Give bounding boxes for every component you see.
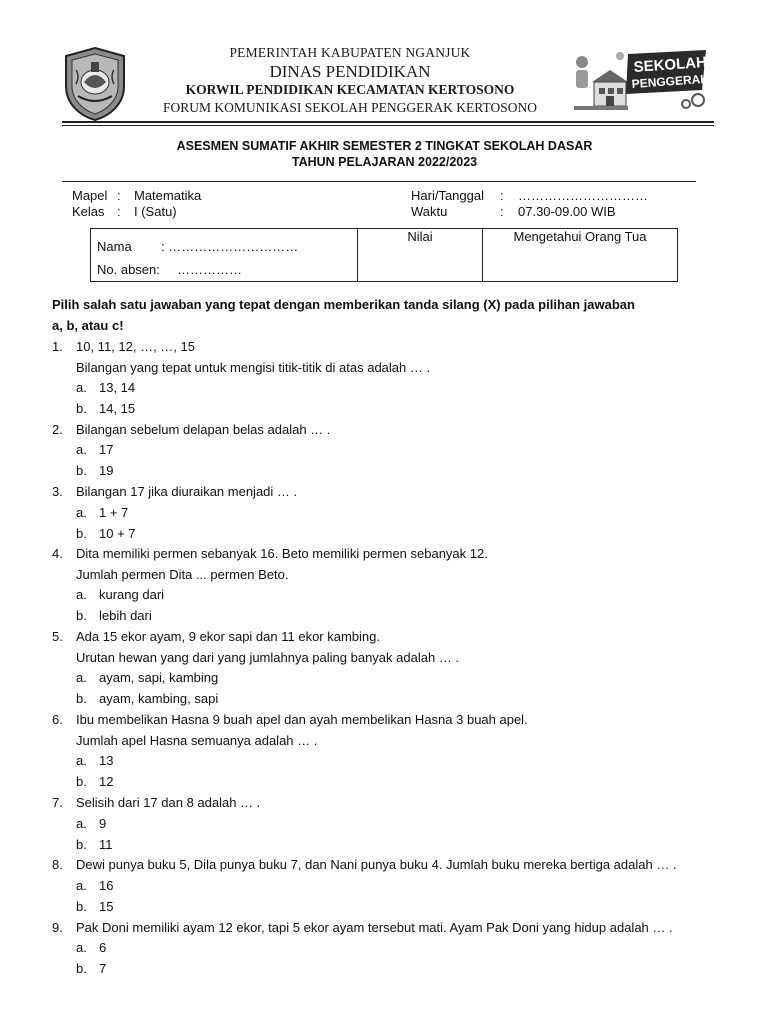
question-7-option-b-letter[interactable]: b.	[76, 837, 87, 852]
question-3-option-a-letter[interactable]: a.	[76, 505, 87, 520]
logo-text-penggerak: PENGGERAK	[631, 71, 710, 91]
question-2-option-b[interactable]: 19	[99, 463, 114, 478]
question-8-option-b-letter[interactable]: b.	[76, 899, 87, 914]
sekolah-penggerak-logo-icon	[570, 48, 710, 114]
question-1-option-b-letter[interactable]: b.	[76, 401, 87, 416]
identity-box	[90, 228, 678, 282]
question-6-option-b-letter[interactable]: b.	[76, 774, 87, 789]
question-1-text: 10, 11, 12, …, …, 15	[76, 339, 195, 354]
question-9-option-a-letter[interactable]: a.	[76, 940, 87, 955]
instruction-line-2: a, b, atau c!	[52, 318, 124, 333]
kelas-value: I (Satu)	[134, 204, 177, 219]
question-4-option-a[interactable]: kurang dari	[99, 587, 165, 602]
letterhead-rule-thick	[62, 121, 714, 123]
question-6-option-b[interactable]: 12	[99, 774, 114, 789]
question-6-text: Ibu membelikan Hasna 9 buah apel dan ayah membelikan Hasna 3 buah apel.	[76, 712, 528, 727]
question-4-text-2: Jumlah permen Dita ... permen Beto.	[76, 567, 289, 582]
question-5-option-a-letter[interactable]: a.	[76, 670, 87, 685]
exam-title	[62, 138, 707, 170]
exam-title-line-1: ASESMEN SUMATIF AKHIR SEMESTER 2 TINGKAT SEKOLAH DASAR	[176, 139, 593, 153]
logo-text-sekolah: SEKOLAH	[633, 53, 708, 76]
question-9-option-b-letter[interactable]: b.	[76, 961, 87, 976]
question-6-number: 6.	[52, 712, 63, 727]
waktu-colon: :	[500, 204, 504, 219]
question-6-text-2: Jumlah apel Hasna semuanya adalah … .	[76, 733, 318, 748]
question-3-number: 3.	[52, 484, 63, 499]
question-1-text-2: Bilangan yang tepat untuk mengisi titik-titik di atas adalah … .	[76, 360, 431, 375]
question-3-option-b-letter[interactable]: b.	[76, 526, 87, 541]
nama-label: Nama	[97, 239, 132, 254]
nilai-label: Nilai	[407, 229, 433, 244]
question-3-option-b[interactable]: 10 + 7	[99, 526, 136, 541]
mapel-label: Mapel	[72, 188, 108, 203]
mapel-colon: :	[117, 188, 121, 203]
question-7-number: 7.	[52, 795, 63, 810]
question-8-option-a[interactable]: 16	[99, 878, 114, 893]
info-top-rule	[62, 181, 696, 182]
question-7-option-b[interactable]: 11	[99, 837, 113, 852]
ortu-label: Mengetahui Orang Tua	[513, 229, 647, 244]
waktu-value: 07.30-09.00 WIB	[518, 204, 616, 219]
hari-value: …………………………	[518, 188, 648, 203]
question-1-option-a[interactable]: 13, 14	[99, 380, 136, 395]
question-5-option-b-letter[interactable]: b.	[76, 691, 87, 706]
question-4-text: Dita memiliki permen sebanyak 16. Beto memiliki permen sebanyak 12.	[76, 546, 488, 561]
question-8-text: Dewi punya buku 5, Dila punya buku 7, dan Nani punya buku 4. Jumlah buku mereka bertiga adalah … .	[76, 857, 677, 872]
question-8-option-a-letter[interactable]: a.	[76, 878, 87, 893]
question-5-option-a[interactable]: ayam, sapi, kambing	[99, 670, 219, 685]
nilai-cell[interactable]	[358, 229, 483, 281]
question-6-option-a-letter[interactable]: a.	[76, 753, 87, 768]
question-9-text: Pak Doni memiliki ayam 12 ekor, tapi 5 ekor ayam tersebut mati. Ayam Pak Doni yang hidup adalah … .	[76, 920, 673, 935]
question-9-number: 9.	[52, 920, 63, 935]
kelas-label: Kelas	[72, 204, 105, 219]
question-1-option-b[interactable]: 14, 15	[99, 401, 136, 416]
identity-cell	[91, 229, 358, 281]
question-8-option-b[interactable]: 15	[99, 899, 114, 914]
question-4-option-b-letter[interactable]: b.	[76, 608, 87, 623]
question-9-option-a[interactable]: 6	[99, 940, 107, 955]
letterhead-line-1: PEMERINTAH KABUPATEN NGANJUK	[229, 45, 471, 60]
letterhead-rule-thin	[62, 125, 714, 126]
exam-title-line-2: TAHUN PELAJARAN 2022/2023	[291, 155, 478, 169]
hari-colon: :	[500, 188, 504, 203]
question-9-option-b[interactable]: 7	[99, 961, 107, 976]
absen-field[interactable]: ……………	[177, 262, 242, 277]
question-1-number: 1.	[52, 339, 63, 354]
question-4-option-b[interactable]: lebih dari	[99, 608, 152, 623]
mapel-value: Matematika	[134, 188, 202, 203]
question-2-option-b-letter[interactable]: b.	[76, 463, 87, 478]
question-5-option-b[interactable]: ayam, kambing, sapi	[99, 691, 219, 706]
question-4-number: 4.	[52, 546, 63, 561]
waktu-label: Waktu	[411, 204, 448, 219]
letterhead-line-4: FORUM KOMUNIKASI SEKOLAH PENGGERAK KERTOSONO	[163, 100, 537, 115]
question-3-option-a[interactable]: 1 + 7	[99, 505, 129, 520]
question-2-text: Bilangan sebelum delapan belas adalah … .	[76, 422, 331, 437]
letterhead	[130, 44, 570, 117]
question-6-option-a[interactable]: 13	[99, 753, 114, 768]
question-2-option-a-letter[interactable]: a.	[76, 442, 87, 457]
letterhead-line-3: KORWIL PENDIDIKAN KECAMATAN KERTOSONO	[185, 82, 515, 97]
instruction-line-1: Pilih salah satu jawaban yang tepat dengan memberikan tanda silang (X) pada pilihan jawaban	[52, 297, 635, 312]
question-4-option-a-letter[interactable]: a.	[76, 587, 87, 602]
question-8-number: 8.	[52, 857, 63, 872]
question-2-option-a[interactable]: 17	[99, 442, 114, 457]
question-5-text-2: Urutan hewan yang dari yang jumlahnya paling banyak adalah … .	[76, 650, 460, 665]
question-7-option-a[interactable]: 9	[99, 816, 107, 831]
nganjuk-crest-icon	[60, 46, 130, 122]
absen-label: No. absen:	[97, 262, 160, 277]
letterhead-line-2: DINAS PENDIDIKAN	[269, 62, 431, 81]
question-3-text: Bilangan 17 jika diuraikan menjadi … .	[76, 484, 298, 499]
question-7-option-a-letter[interactable]: a.	[76, 816, 87, 831]
nama-field[interactable]: : …………………………	[161, 239, 299, 254]
hari-label: Hari/Tanggal	[411, 188, 484, 203]
question-5-number: 5.	[52, 629, 63, 644]
question-2-number: 2.	[52, 422, 63, 437]
question-1-option-a-letter[interactable]: a.	[76, 380, 87, 395]
kelas-colon: :	[117, 204, 121, 219]
question-5-text: Ada 15 ekor ayam, 9 ekor sapi dan 11 ekor kambing.	[76, 629, 380, 644]
question-7-text: Selisih dari 17 dan 8 adalah … .	[76, 795, 261, 810]
